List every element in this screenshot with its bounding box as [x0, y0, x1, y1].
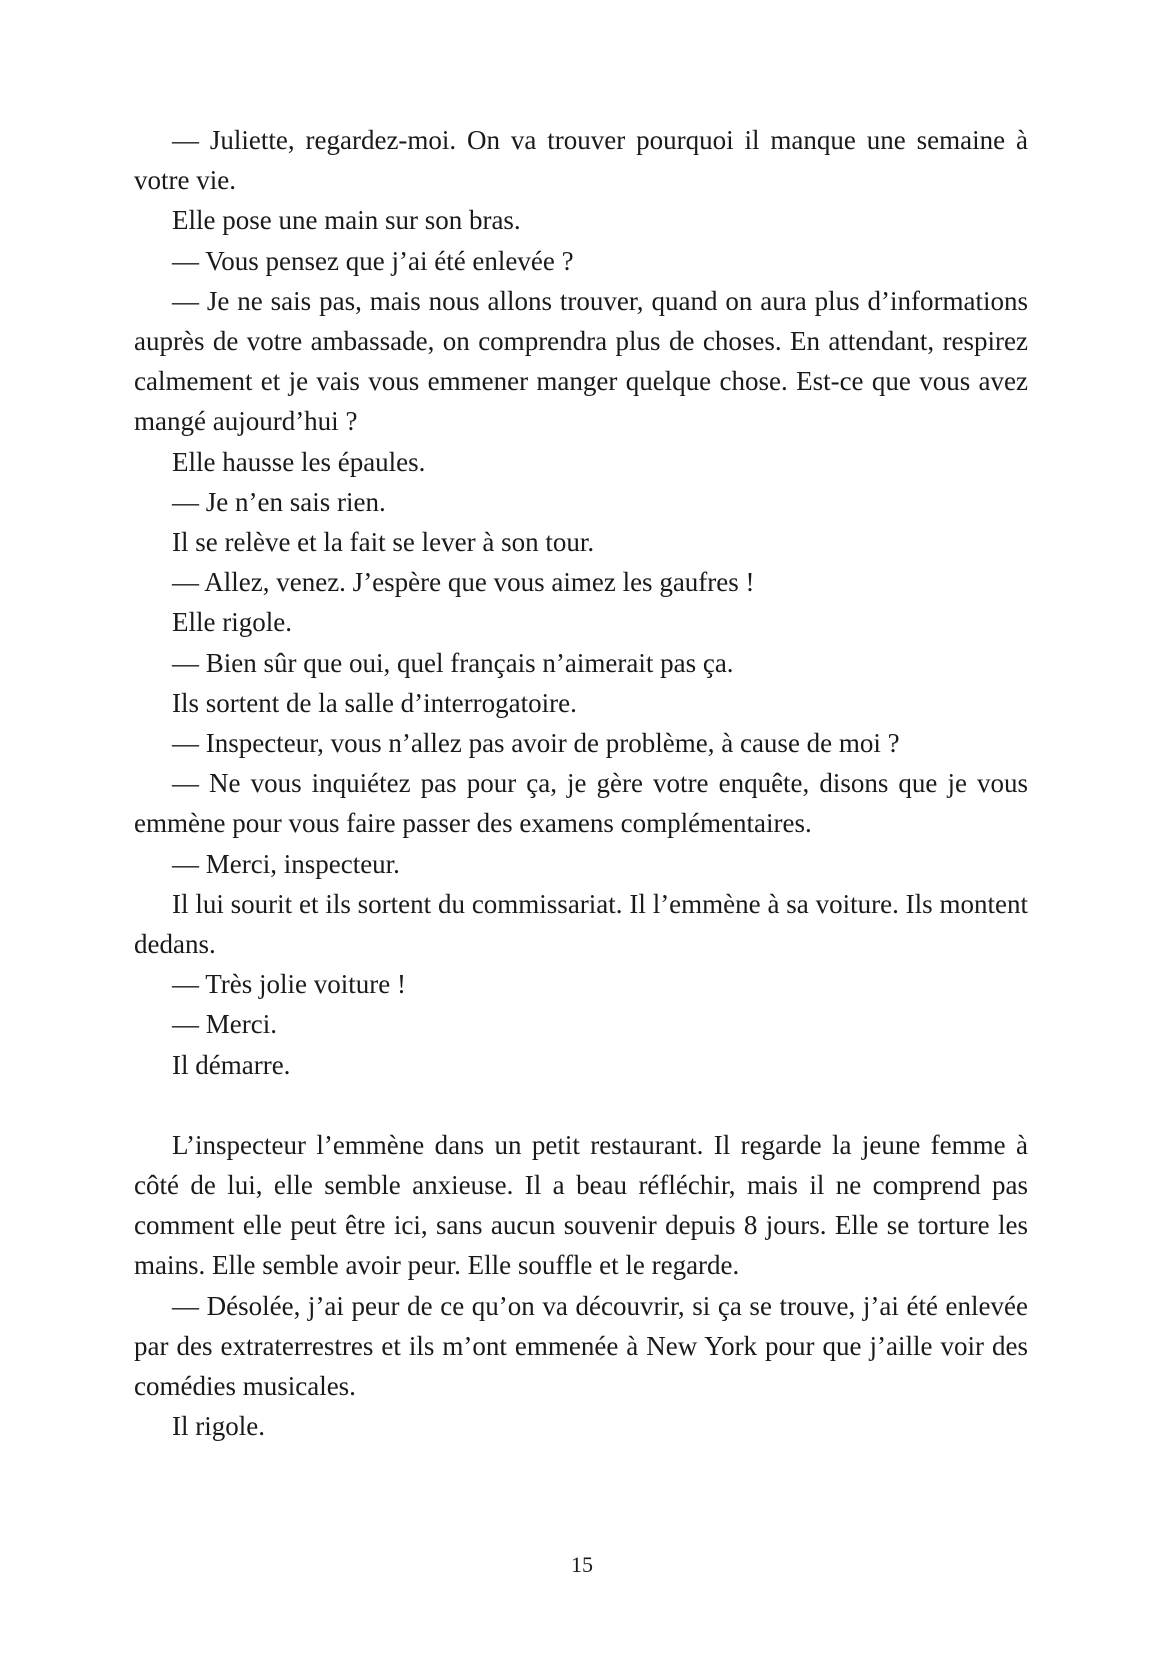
paragraph: — Je ne sais pas, mais nous allons trouver, quand on aura plus d’informations auprès de votre ambassade, on comprendra plus de choses. En attendant, respirez calmement et je vais vous emmener manger quelque chose. Est-ce que vous avez mangé aujourd’hui ? — [134, 285, 1028, 437]
paragraph: — Bien sûr que oui, quel français n’aimerait pas ça. — [172, 647, 734, 678]
paragraph: L’inspecteur l’emmène dans un petit restaurant. Il regarde la jeune femme à côté de lui, elle semble anxieuse. Il a beau réfléchir, mais il ne comprend pas comment elle peut être ici, sans aucun souvenir depuis 8 jours. Elle se torture les mains. Elle semble avoir peur. Elle souffle et le regarde. — [134, 1129, 1028, 1281]
paragraph: Il lui sourit et ils sortent du commissariat. Il l’emmène à sa voiture. Ils montent dedans. — [134, 888, 1028, 960]
section-break — [134, 1085, 1028, 1125]
paragraph: — Désolée, j’ai peur de ce qu’on va découvrir, si ça se trouve, j’ai été enlevée par des extraterrestres et ils m’ont emmenée à New York pour que j’aille voir des comédies musicales. — [134, 1290, 1028, 1402]
section-1 — [134, 120, 1028, 1085]
paragraph: — Merci. — [172, 1009, 277, 1040]
section-2 — [134, 1125, 1028, 1447]
page-body — [134, 120, 1028, 1447]
paragraph: — Ne vous inquiétez pas pour ça, je gère votre enquête, disons que je vous emmène pour vous faire passer des examens complémentaires. — [134, 768, 1028, 839]
paragraph: Elle hausse les épaules. — [172, 446, 426, 477]
paragraph: — Allez, venez. J’espère que vous aimez les gaufres ! — [172, 567, 755, 598]
paragraph: Il se relève et la fait se lever à son tour. — [172, 527, 595, 558]
paragraph: Elle rigole. — [172, 607, 292, 638]
page-number: 15 — [571, 1552, 593, 1577]
paragraph: — Je n’en sais rien. — [172, 486, 386, 517]
paragraph: Il démarre. — [172, 1049, 291, 1080]
paragraph: — Vous pensez que j’ai été enlevée ? — [172, 245, 574, 276]
paragraph: — Très jolie voiture ! — [172, 969, 406, 1000]
paragraph: — Inspecteur, vous n’allez pas avoir de problème, à cause de moi ? — [172, 728, 900, 759]
paragraph: — Merci, inspecteur. — [172, 848, 400, 879]
paragraph: Elle pose une main sur son bras. — [172, 205, 521, 236]
paragraph: Ils sortent de la salle d’interrogatoire. — [172, 687, 577, 718]
paragraph: Il rigole. — [172, 1411, 265, 1442]
paragraph: — Juliette, regardez-moi. On va trouver pourquoi il manque une semaine à votre vie. — [134, 125, 1028, 196]
